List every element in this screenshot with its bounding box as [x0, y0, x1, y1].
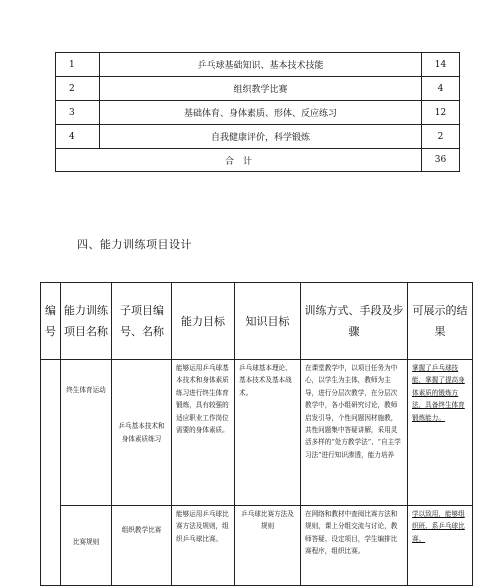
row-knowledge-goal: 乒乓球基本理论、基本技术及基本战术。: [235, 360, 301, 506]
header-knowledge-goal: 知识目标: [235, 283, 301, 360]
row-ability-goal: 能够运用乒乓球比赛方法及规则，组织乒乓球比赛。: [172, 506, 235, 586]
row-number: 1: [56, 53, 100, 77]
row-sub-project: 组织教学比赛: [112, 506, 172, 586]
row-sub-project: 乒乓基本技术和身体素质练习: [112, 360, 172, 506]
section-heading: 四、能力训练项目设计: [77, 238, 192, 251]
row-content: 自我健康评价，科学锻炼: [100, 125, 422, 149]
header-ability-goal: 能力目标: [172, 283, 235, 360]
header-row: [41, 283, 473, 360]
table-row: [56, 77, 460, 101]
total-row: [56, 149, 460, 172]
row-results: 掌握了乒乓球技能，掌握了提高身体素质的锻炼方法，具备终生体育锻炼能力。: [408, 360, 473, 506]
header-no: 编号: [41, 283, 61, 360]
header-methods: 训练方式、手段及步骤: [301, 283, 408, 360]
table-row: [56, 53, 460, 77]
header-results: 可展示的结果: [408, 283, 473, 360]
table-row: [56, 101, 460, 125]
row-hours: 2: [422, 125, 460, 149]
total-value: 36: [422, 149, 460, 172]
row-number: 4: [56, 125, 100, 149]
row-results: 学以致用，能够组织班、系乒乓球比赛。: [408, 506, 473, 586]
ability-design-table: [40, 282, 473, 586]
hours-summary-table: [55, 52, 460, 172]
row-content: 乒乓球基础知识、基本技术技能: [100, 53, 422, 77]
row-number: 2: [56, 77, 100, 101]
row-knowledge-goal: 乒乓球比赛方法及规则: [235, 506, 301, 586]
row-hours: 12: [422, 101, 460, 125]
header-sub-project: 子项目编号、名称: [112, 283, 172, 360]
row-methods: 在网络和教材中查阅比赛方法和规则，课上分组交流与讨论，教师答疑、设定项目，学生编排比赛程序，组织比赛。: [301, 506, 408, 586]
table-row: [41, 360, 473, 506]
table-row: [41, 506, 473, 586]
row-number: 3: [56, 101, 100, 125]
row-ability-goal: 能够运用乒乓球基本技术和身体素质练习进行终生体育锻炼，具有较强的适应职业工作岗位需要的身体素质。: [172, 360, 235, 506]
row-methods: 在课堂教学中，以项目任务为中心，以学生为主体，教师为主导，进行分层次教学，在分层次教学中，各小组研究讨论，教师启发引导，个性问题因材施教，共性问题集中答疑讲解，采用灵活多样的“处方教学法”、“自主学习法”进行知识渗透，能力培养: [301, 360, 408, 506]
row-hours: 14: [422, 53, 460, 77]
total-label: 合 计: [56, 149, 422, 172]
row-number: [41, 360, 61, 586]
row-project: 比赛规则: [61, 506, 112, 586]
table-row: [56, 125, 460, 149]
row-content: 组织教学比赛: [100, 77, 422, 101]
header-project: 能力训练项目名称: [61, 283, 112, 360]
row-content: 基础体育、身体素质、形体、反应练习: [100, 101, 422, 125]
row-project: 终生体育运动: [61, 360, 112, 506]
row-hours: 4: [422, 77, 460, 101]
